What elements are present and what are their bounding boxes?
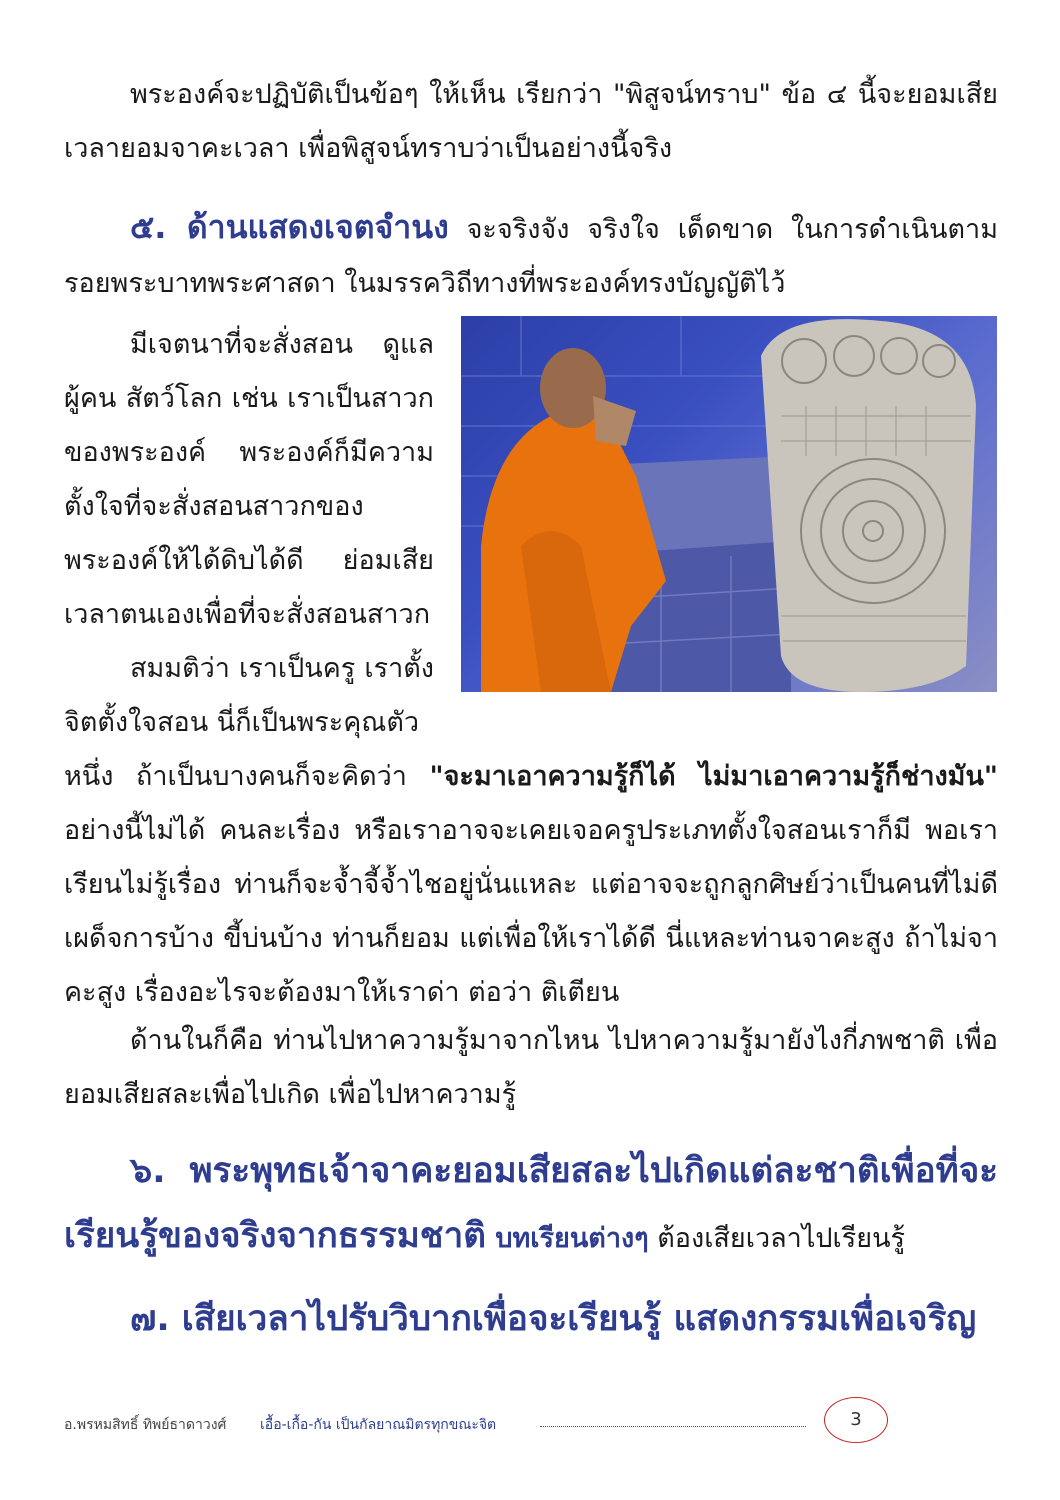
paragraph-continued-post: อย่างนี้ไม่ได้ คนละเรื่อง หรือเราอาจจะเคยเจอครูประเภทตั้งใจสอนเราก็มี พอเราเรียนไม่รู้เรื่อง ท่านก็จะจ้ำจี้จ้ำไชอยู่นั่นแหละ แต่อาจจะถูกลูกศิษย์ว่าเป็นคนที่ไม่ดี เผด็จการบ้าง ขี้บ่นบ้าง ท่านก็ยอม แต่เพื่อให้เราได้ดี นี่แหละท่านจาคะสูง ถ้าไม่จาคะสูง เรื่องอะไรจะต้องมาให้เราด่า ต่อว่า ติเตียน <box>64 815 998 1008</box>
section-7 <box>64 1288 998 1353</box>
paragraph-continued <box>64 750 998 1020</box>
monk-buddha-footprint-photo <box>461 316 997 692</box>
paragraph-wrap-1: มีเจตนาที่จะสั่งสอน ดูแลผู้คน สัตว์โลก เช่น เราเป็นสาวกของพระองค์ พระองค์ก็มีความตั้งใจที่จะสั่งสอนสาวกของพระองค์ให้ได้ดิบได้ดี ย่อมเสียเวลาตนเองเพื่อที่จะสั่งสอนสาวก <box>64 329 434 630</box>
section-7-heading: ๗. เสียเวลาไปรับวิบากเพื่อจะเรียนรู้ แสดงกรรมเพื่อเจริญ <box>130 1299 977 1339</box>
footer-title: เอื้อ-เกื้อ-กัน เป็นกัลยาณมิตรทุกขณะจิต <box>260 1417 497 1433</box>
footer-dotted-leader <box>540 1426 806 1427</box>
paragraph-quote: "จะมาเอาความรู้ก็ได้ ไม่มาเอาความรู้ก็ช่างมัน" <box>429 761 998 792</box>
section-6-body: ต้องเสียเวลาไปเรียนรู้ <box>648 1223 906 1254</box>
section-6-sub: บทเรียนต่างๆ <box>485 1223 649 1254</box>
section-6-heading: ๖. พระพุทธเจ้าจาคะยอมเสียสละไปเกิดแต่ละชาติเพื่อที่จะเรียนรู้ของจริงจากธรรมชาติ <box>64 1151 998 1256</box>
section-5 <box>64 200 998 311</box>
page-number: 3 <box>824 1397 888 1443</box>
section-5-heading: ๕. ด้านแสดงเจตจำนง <box>130 208 449 246</box>
paragraph-inner: ด้านในก็คือ ท่านไปหาความรู้มาจากไหน ไปหาความรู้มายังไงกี่ภพชาติ เพื่อยอมเสียสละเพื่อไปเกิด เพื่อไปหาความรู้ <box>64 1025 998 1110</box>
paragraph-continued-pre: หนึ่ง ถ้าเป็นบางคนก็จะคิดว่า <box>64 761 430 792</box>
photo-illustration <box>461 316 997 692</box>
paragraph-intro: พระองค์จะปฏิบัติเป็นข้อๆ ให้เห็น เรียกว่า "พิสูจน์ทราบ" ข้อ ๔ นี้จะยอมเสียเวลายอมจาคะเวลา เพื่อพิสูจน์ทราบว่าเป็นอย่างนี้จริง <box>64 79 998 164</box>
section-5-body: จะจริงจัง จริงใจ เด็ดขาด ในการดำเนินตามรอยพระบาทพระศาสดา ในมรรควิถีทางที่พระองค์ทรงบัญญัติไว้ <box>64 214 999 299</box>
footer-author: อ.พรหมสิทธิ์ ทิพย์ธาดาวงศ์ <box>64 1417 227 1433</box>
section-6 <box>64 1140 998 1270</box>
paragraph-wrap-2: สมมติว่า เราเป็นครู เราตั้งจิตตั้งใจสอน นี่ก็เป็นพระคุณตัว <box>64 653 434 738</box>
